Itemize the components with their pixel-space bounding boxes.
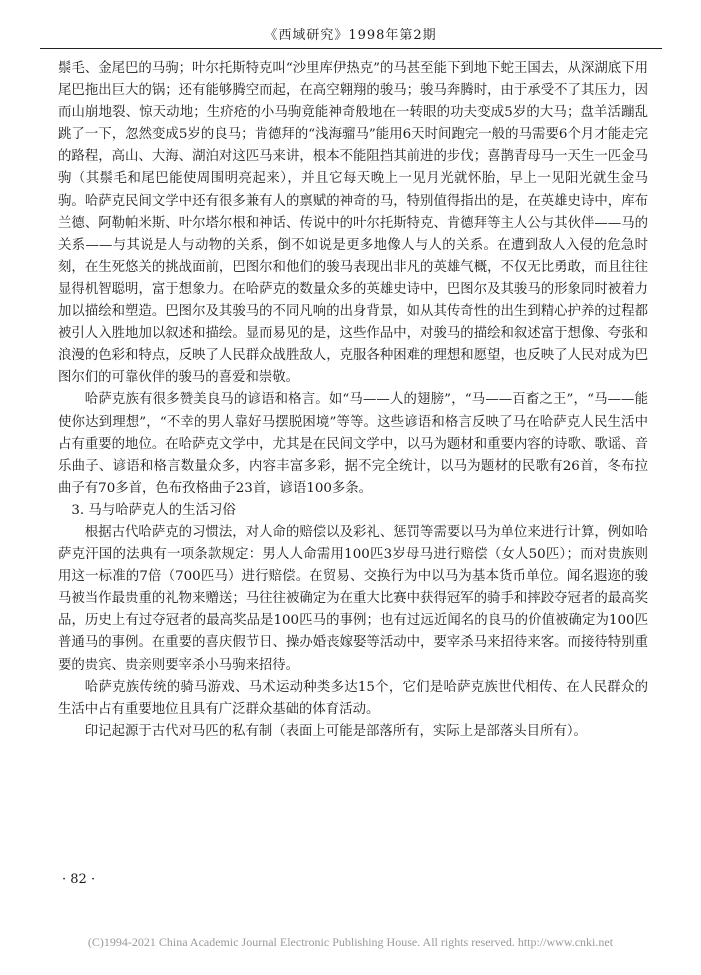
paragraph-games: 哈萨克族传统的骑马游戏、马术运动种类多达15个，它们是哈萨克族世代相传、在人民群众的生活中占有重要地位且具有广泛群众基础的体育活动。: [58, 679, 648, 717]
paragraph-customs: 根据古代哈萨克的习惯法，对人命的赔偿以及彩礼、惩罚等需要以马为单位来进行计算，例如哈萨克汗国的法典有一项条款规定：男人人命需用100匹3岁母马进行赔偿（女人50匹）；而对贵族则用这一标准的7倍（700匹马）进行赔偿。在贸易、交换行为中以马为基本货币单位。闻名遐迩的骏马被当作最贵重的礼物来赠送；马往往被确定为在重大比赛中获得冠军的骑手和摔跤夺冠者的最高奖品，历史上有过夺冠者的最高奖品是100匹马的事例；也有过远近闻名的良马的价值被确定为100匹普通马的事例。在重要的喜庆假节日、操办婚丧嫁娶等活动中，要宰杀马来招待来客。而接待特别重要的贵宾、贵亲则要宰杀小马驹来招待。: [58, 524, 648, 673]
paragraph-proverbs: 哈萨克族有很多赞美良马的谚语和格言。如“马——人的翅膀”，“马——百畜之王”，“马——能使你达到理想”，“不幸的男人靠好马摆脱困境”等等。这些谚语和格言反映了马在哈萨克人民生活中占有重要的地位。在哈萨克文学中，尤其是在民间文学中，以马为题材和重要内容的诗歌、歌谣、音乐曲子、谚语和格言数量众多，内容丰富多彩，据不完全统计，以马为题材的民歌有26首，冬布拉曲子有70多首，色布孜格曲子23首，谚语100多条。: [58, 392, 648, 496]
section-heading: 3. 马与哈萨克人的生活习俗: [71, 502, 236, 518]
article-body: [58, 58, 648, 743]
journal-header: 《西域研究》1998年第2期: [264, 28, 437, 43]
paragraph-brand-origin: 印记起源于古代对马匹的私有制（表面上可能是部落所有，实际上是部落头目所有）。: [84, 723, 587, 739]
header-rule: [40, 48, 662, 49]
copyright-footer: (C)1994-2021 China Academic Journal Electronic Publishing House. All rights reserved. http://www.cnki.net: [87, 935, 614, 949]
paragraph-horse-legends: 鬃毛、金尾巴的马驹；叶尔托斯特克叫“沙里库伊热克”的马甚至能下到地下蛇王国去，从深湖底下用尾巴拖出巨大的锅；还有能够腾空而起，在高空翱翔的骏马；骏马奔腾时，由于承受不了其压力，因而山崩地裂、惊天动地；生疥疮的小马驹竟能神奇般地在一转眼的功夫变成5岁的大马；盘羊活蹦乱跳了一下，忽然变成5岁的良马；肯德拜的“浅海骝马”能用6天时间跑完一般的马需要6个月才能走完的路程，高山、大海、湖泊对这匹马来讲，根本不能阻挡其前进的步伐；喜鹊青母马一天生一匹金马驹（其鬃毛和尾巴能使周围明亮起来），并且它每天晚上一见月光就怀胎，早上一见阳光就生金马驹。哈萨克民间文学中还有很多兼有人的禀赋的神奇的马，特别值得指出的是，在英雄史诗中，库布兰德、阿勒帕米斯、叶尔塔尔根和神话、传说中的叶尔托斯特克、肯德拜等主人公与其伙伴——马的关系——与其说是人与动物的关系，倒不如说是更多地像人与人的关系。在遭到敌人入侵的危急时刻，在生死悠关的挑战面前，巴图尔和他们的骏马表现出非凡的英雄气概，不仅无比勇敢，而且往往显得机智聪明，富于想象力。在哈萨克的数量众多的英雄史诗中，巴图尔及其骏马的形象同时被着力加以描绘和塑造。巴图尔及其骏马的不同凡响的出身背景，如从其传奇性的出生到精心护养的过程都被引人入胜地加以叙述和描绘。显而易见的是，这些作品中，对骏马的描绘和叙述富于想像、夸张和浪漫的色彩和特点，反映了人民群众战胜敌人，克服各种困难的理想和愿望，也反映了人民对成为巴图尔们的可靠伙伴的骏马的喜爱和崇敬。: [58, 61, 648, 386]
page-number: · 82 ·: [62, 872, 96, 887]
